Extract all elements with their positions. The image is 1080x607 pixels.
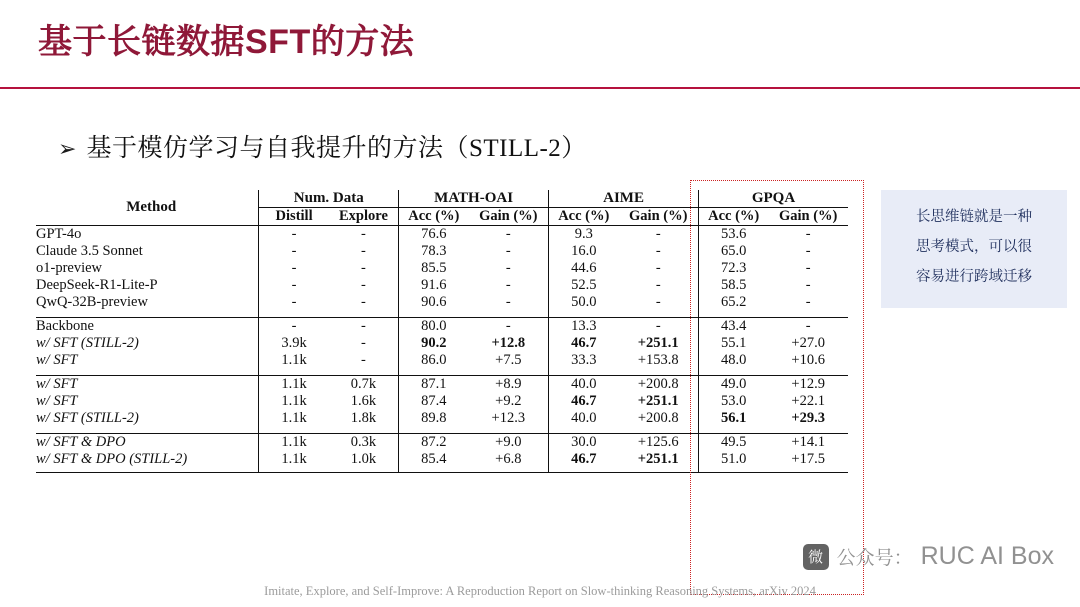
cell-explore: -: [361, 277, 366, 293]
cell-math-acc: 91.6: [399, 277, 469, 294]
table-row: [36, 352, 848, 369]
cell-method: QwQ-32B-preview: [36, 294, 148, 310]
results-table-container: [36, 190, 848, 473]
cell-aime-acc: 46.7: [549, 393, 619, 410]
cell-gpqa-gain: -: [768, 318, 848, 336]
cell-aime-gain: +153.8: [637, 352, 679, 368]
column-group-gpqa: GPQA: [699, 190, 848, 208]
column-header-explore: Explore: [339, 208, 388, 224]
cell-aime-acc: 40.0: [549, 376, 619, 394]
side-note-line-1: 长思维链就是一种: [916, 209, 1032, 225]
cell-explore: 1.8k: [350, 410, 377, 426]
cell-gpqa-acc: 72.3: [699, 260, 769, 277]
cell-method: w/ SFT & DPO (STILL-2): [36, 451, 259, 473]
cell-math-acc: 85.4: [399, 451, 469, 473]
table-row: [36, 376, 848, 394]
cell-distill: 1.1k: [259, 451, 329, 473]
cell-math-gain: -: [469, 318, 549, 336]
watermark: [803, 542, 1054, 571]
cell-math-gain: -: [505, 243, 511, 259]
cell-aime-gain: -: [655, 260, 661, 276]
cell-aime-gain: +251.1: [637, 335, 679, 351]
cell-distill: 1.1k: [259, 376, 329, 394]
cell-math-acc: 85.5: [399, 260, 469, 277]
table-row: [36, 318, 848, 336]
bullet-heading-label: 基于模仿学习与自我提升的方法（STILL-2）: [86, 135, 587, 162]
cell-explore: 1.6k: [350, 393, 377, 409]
cell-method: DeepSeek-R1-Lite-P: [36, 277, 158, 293]
cell-aime-gain: +125.6: [618, 434, 698, 452]
results-table: [36, 190, 848, 473]
cell-aime-acc: 44.6: [549, 260, 619, 277]
column-group-math-oai: MATH-OAI: [399, 190, 549, 208]
table-body: [36, 226, 848, 473]
cell-gpqa-acc: 65.0: [699, 243, 769, 260]
cell-explore: -: [361, 294, 366, 310]
cell-math-gain: +9.2: [495, 393, 522, 409]
cell-gpqa-gain: -: [768, 226, 848, 244]
cell-explore: 1.0k: [329, 451, 399, 473]
cell-method: o1-preview: [36, 260, 103, 276]
cell-gpqa-acc: 49.0: [699, 376, 769, 394]
column-header-aime-gain: Gain (%): [629, 208, 688, 224]
cell-math-acc: 87.4: [399, 393, 469, 410]
cell-aime-acc: 52.5: [549, 277, 619, 294]
cell-method: Claude 3.5 Sonnet: [36, 243, 143, 259]
cell-aime-gain: +200.8: [637, 410, 679, 426]
column-group-num-data: Num. Data: [259, 190, 399, 208]
column-header-aime-acc: Acc (%): [549, 208, 619, 226]
cell-aime-acc: 13.3: [549, 318, 619, 336]
cell-distill: 1.1k: [259, 352, 329, 369]
cell-math-gain: +8.9: [469, 376, 549, 394]
cell-gpqa-gain: +12.9: [768, 376, 848, 394]
cell-math-gain: +12.3: [491, 410, 526, 426]
column-header-gpqa-acc: Acc (%): [699, 208, 769, 226]
wechat-icon: 微: [803, 544, 829, 570]
cell-distill: -: [259, 226, 329, 244]
side-note-callout: [881, 190, 1067, 308]
cell-math-gain: -: [505, 277, 511, 293]
watermark-en-label: RUC AI Box: [920, 542, 1054, 570]
column-header-method: Method: [126, 199, 177, 215]
cell-distill: -: [259, 294, 329, 311]
table-row: [36, 335, 848, 352]
cell-explore: 0.3k: [329, 434, 399, 452]
cell-gpqa-acc: 53.6: [699, 226, 769, 244]
side-note-line-2: 思考模式，可以很: [916, 239, 1032, 255]
cell-aime-gain: -: [618, 318, 698, 336]
cell-aime-acc: 50.0: [549, 294, 619, 311]
table-row: [36, 243, 848, 260]
cell-aime-gain: -: [655, 294, 661, 310]
page-title: 基于长链数据SFT的方法: [38, 23, 415, 61]
footnote-citation: Imitate, Explore, and Self-Improve: A Reproduction Report on Slow-thinking Reasoning Systems, arXiv 2024: [264, 584, 816, 598]
table-group-header-row: [36, 190, 848, 208]
cell-aime-acc: 9.3: [549, 226, 619, 244]
table-row: [36, 434, 848, 452]
cell-gpqa-gain: -: [805, 243, 811, 259]
cell-aime-gain: -: [618, 226, 698, 244]
cell-gpqa-acc: 65.2: [699, 294, 769, 311]
cell-distill: 1.1k: [259, 393, 329, 410]
cell-aime-gain: +251.1: [637, 393, 679, 409]
cell-method: w/ SFT & DPO: [36, 434, 259, 452]
cell-aime-acc: 16.0: [549, 243, 619, 260]
cell-gpqa-gain: +29.3: [791, 410, 826, 426]
cell-math-acc: 87.2: [399, 434, 469, 452]
cell-math-acc: 87.1: [399, 376, 469, 394]
cell-explore: -: [361, 335, 366, 351]
cell-distill: -: [259, 318, 329, 336]
cell-gpqa-acc: 43.4: [699, 318, 769, 336]
cell-gpqa-gain: -: [805, 260, 811, 276]
table-row: [36, 393, 848, 410]
table-row: [36, 410, 848, 427]
cell-gpqa-acc: 51.0: [699, 451, 769, 473]
cell-gpqa-gain: -: [805, 277, 811, 293]
column-header-math-gain: Gain (%): [479, 208, 538, 224]
cell-gpqa-acc: 53.0: [699, 393, 769, 410]
cell-aime-acc: 46.7: [549, 451, 619, 473]
table-row: [36, 260, 848, 277]
cell-math-gain: -: [505, 260, 511, 276]
column-header-math-acc: Acc (%): [399, 208, 469, 226]
cell-gpqa-acc: 55.1: [699, 335, 769, 352]
cell-math-gain: -: [505, 294, 511, 310]
cell-explore: -: [361, 352, 366, 368]
column-header-distill: Distill: [259, 208, 329, 226]
cell-gpqa-gain: +14.1: [768, 434, 848, 452]
cell-explore: -: [361, 260, 366, 276]
cell-math-acc: 76.6: [399, 226, 469, 244]
table-row: [36, 226, 848, 244]
cell-distill: 1.1k: [259, 434, 329, 452]
cell-aime-gain: -: [655, 243, 661, 259]
cell-math-acc: 80.0: [399, 318, 469, 336]
cell-explore: -: [329, 318, 399, 336]
cell-method: w/ SFT (STILL-2): [36, 410, 139, 426]
cell-math-gain: +9.0: [469, 434, 549, 452]
cell-math-acc: 90.2: [399, 335, 469, 352]
cell-explore: -: [329, 226, 399, 244]
side-note-line-3: 容易进行跨域迁移: [916, 269, 1032, 285]
cell-method: Backbone: [36, 318, 259, 336]
cell-method: w/ SFT: [36, 376, 259, 394]
cell-method: w/ SFT: [36, 352, 78, 368]
cell-distill: -: [259, 277, 329, 294]
cell-method: w/ SFT (STILL-2): [36, 335, 139, 351]
cell-math-gain: -: [469, 226, 549, 244]
cell-distill: -: [259, 260, 329, 277]
column-group-aime: AIME: [549, 190, 699, 208]
cell-math-acc: 78.3: [399, 243, 469, 260]
cell-gpqa-gain: -: [805, 294, 811, 310]
cell-distill: -: [259, 243, 329, 260]
cell-aime-acc: 33.3: [549, 352, 619, 369]
table-row: [36, 294, 848, 311]
cell-explore: 0.7k: [329, 376, 399, 394]
cell-gpqa-gain: +27.0: [791, 335, 825, 351]
cell-distill: 3.9k: [259, 335, 329, 352]
cell-math-gain: +12.8: [491, 335, 526, 351]
cell-method: w/ SFT: [36, 393, 78, 409]
cell-math-acc: 90.6: [399, 294, 469, 311]
cell-gpqa-gain: +22.1: [791, 393, 825, 409]
bullet-arrow-icon: ➢: [58, 136, 77, 161]
cell-distill: 1.1k: [259, 410, 329, 427]
watermark-cn-label: 公众号：: [836, 548, 913, 569]
cell-aime-acc: 40.0: [549, 410, 619, 427]
cell-gpqa-acc: 58.5: [699, 277, 769, 294]
cell-aime-acc: 30.0: [549, 434, 619, 452]
cell-aime-gain: -: [655, 277, 661, 293]
table-row: [36, 277, 848, 294]
title-divider: [0, 87, 1080, 89]
bullet-heading: [58, 128, 587, 164]
cell-gpqa-acc: 56.1: [699, 410, 769, 427]
cell-aime-acc: 46.7: [549, 335, 619, 352]
column-header-gpqa-gain: Gain (%): [778, 208, 838, 224]
table-head: [36, 190, 848, 226]
cell-math-gain: +7.5: [495, 352, 522, 368]
cell-explore: -: [361, 243, 366, 259]
cell-gpqa-acc: 48.0: [699, 352, 769, 369]
cell-math-acc: 86.0: [399, 352, 469, 369]
table-row: [36, 451, 848, 473]
cell-method: GPT-4o: [36, 226, 259, 244]
cell-math-gain: +6.8: [469, 451, 549, 473]
cell-gpqa-gain: +10.6: [791, 352, 825, 368]
cell-math-acc: 89.8: [399, 410, 469, 427]
cell-aime-gain: +200.8: [618, 376, 698, 394]
cell-gpqa-acc: 49.5: [699, 434, 769, 452]
cell-aime-gain: +251.1: [618, 451, 698, 473]
cell-gpqa-gain: +17.5: [768, 451, 848, 473]
